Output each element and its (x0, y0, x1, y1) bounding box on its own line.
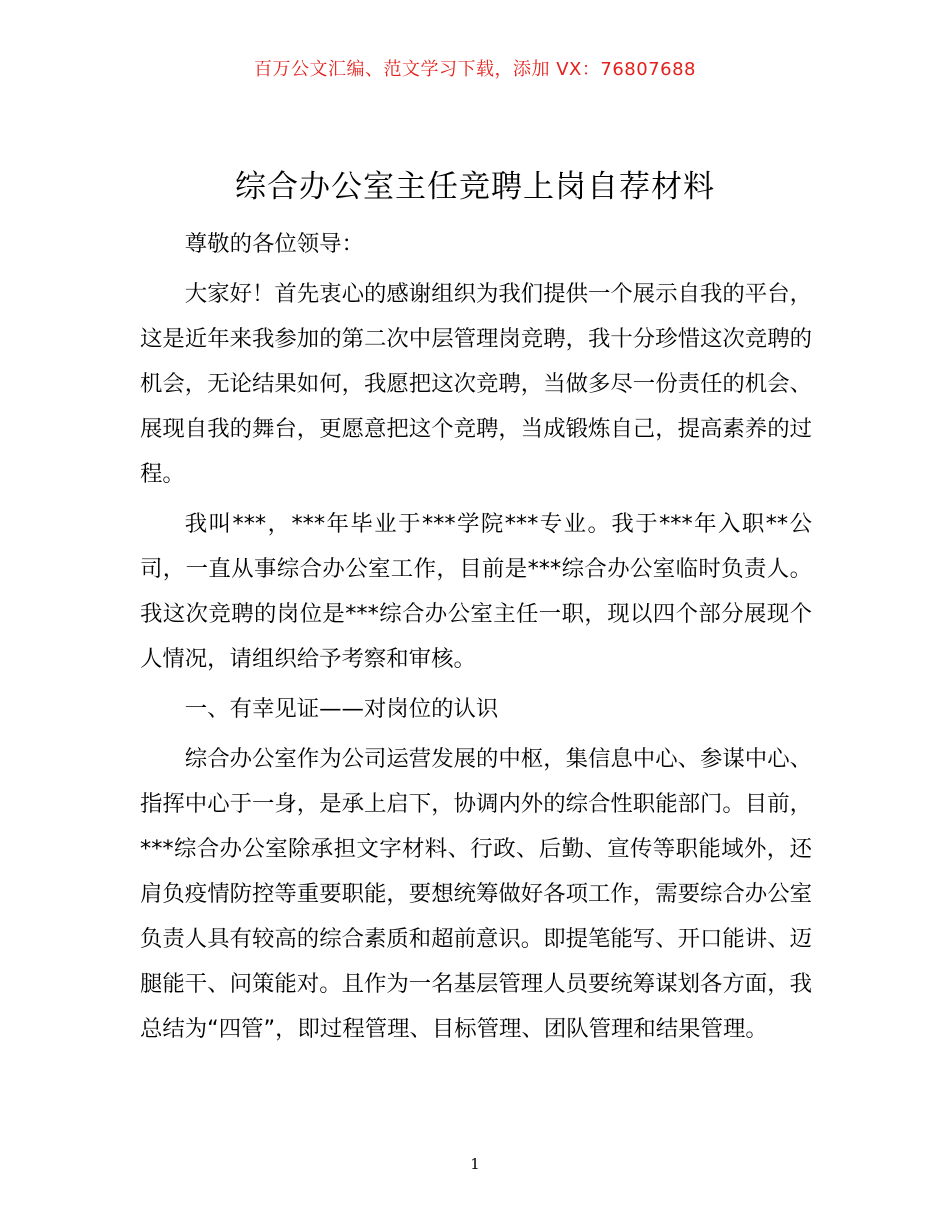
section-heading-1: 一、有幸见证——对岗位的认识 (184, 696, 499, 722)
paragraph-greeting: 大家好！首先衷心的感谢组织为我们提供一个展示自我的平台，这是近年来我参加的第二次中层管理岗竞聘，我十分珍惜这次竞聘的机会，无论结果如何，我愿把这次竞聘，当做多尽一份责任的机会、展现自我的舞台，更愿意把这个竞聘，当成锻炼自己，提高素养的过程。 (140, 281, 812, 487)
header-banner: 百万公文汇编、范文学习下载，添加 VX：76807688 (254, 59, 696, 80)
document-body (140, 222, 812, 1057)
salutation: 尊敬的各位领导： (184, 231, 364, 257)
page-number: 1 (470, 1155, 480, 1173)
paragraph-introduction: 我叫***，***年毕业于***学院***专业。我于***年入职**公司，一直从事综合办公室工作，目前是***综合办公室临时负责人。我这次竞聘的岗位是***综合办公室主任一职，现以四个部分展现个人情况，请组织给予考察和审核。 (140, 511, 812, 672)
paragraph-role-understanding: 综合办公室作为公司运营发展的中枢，集信息中心、参谋中心、指挥中心于一身，是承上启下，协调内外的综合性职能部门。目前，***综合办公室除承担文字材料、行政、后勤、宣传等职能域外，还肩负疫情防控等重要职能，要想统筹做好各项工作，需要综合办公室负责人具有较高的综合素质和超前意识。即提笔能写、开口能讲、迈腿能干、问策能对。且作为一名基层管理人员要统筹谋划各方面，我总结为“四管”，即过程管理、目标管理、团队管理和结果管理。 (140, 746, 812, 1042)
document-title: 综合办公室主任竞聘上岗自荐材料 (235, 169, 715, 205)
